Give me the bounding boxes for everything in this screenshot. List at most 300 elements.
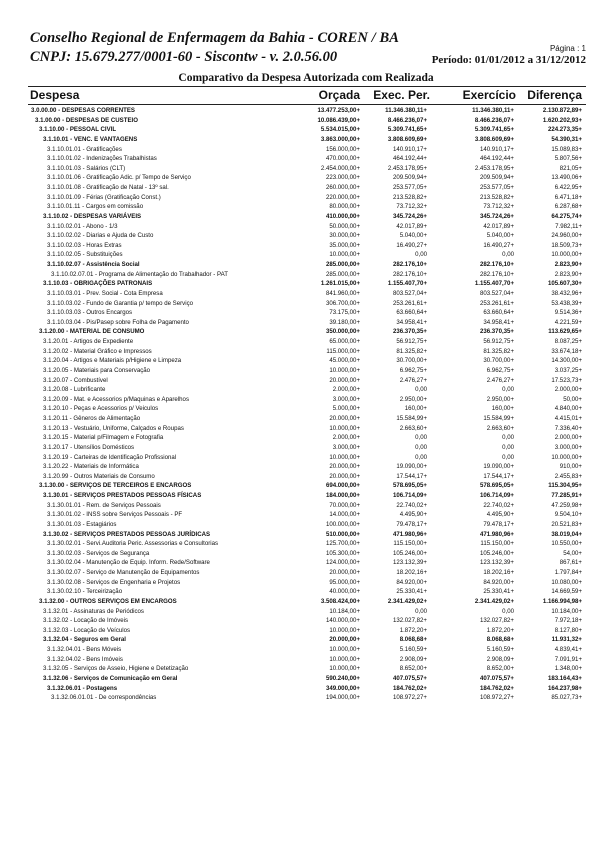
row-diferenca: 54,00+ (563, 549, 582, 557)
row-orcada: 10.000,00+ (329, 626, 360, 634)
row-exec-per: 30.700,00+ (396, 357, 427, 365)
row-exercicio: 0,00 (502, 607, 514, 615)
row-description: 3.1.32.04.01 - Bens Móveis (47, 646, 122, 653)
row-description: 3.0.00.00 - DESPESAS CORRENTES (31, 107, 135, 114)
column-header-exec-per: Exec. Per. (373, 88, 430, 102)
row-diferenca: 105.607,30+ (547, 280, 582, 288)
row-diferenca: 11.931,32+ (551, 636, 582, 644)
row-orcada: 5.000,00+ (332, 405, 360, 413)
row-orcada: 590.240,00+ (325, 674, 360, 682)
table-row (28, 530, 586, 540)
table-row (28, 154, 586, 164)
row-orcada: 95.000,00+ (329, 578, 360, 586)
table-row (28, 655, 586, 665)
organization-name: Conselho Regional de Enfermagem da Bahia - COREN / BA (30, 30, 400, 46)
row-exec-per: 282.176,10+ (392, 261, 427, 268)
row-diferenca: 7.091,91+ (554, 655, 582, 663)
row-description: 3.1.30.02.07 - Serviço de Manutenção de Equipamentos (47, 569, 200, 576)
row-exercicio: 0,00 (502, 386, 514, 394)
row-orcada: 510.000,00+ (325, 530, 360, 538)
row-exercicio: 2.908,09+ (486, 655, 514, 663)
row-description: 3.1.10.02 - DESPESAS VARIÁVEIS (43, 212, 142, 220)
table-row (28, 279, 586, 289)
table-row (28, 568, 586, 578)
table-row (28, 674, 586, 684)
row-exercicio: 34.958,41+ (483, 318, 514, 326)
row-diferenca: 3.000,00+ (554, 443, 582, 451)
table-row (28, 424, 586, 434)
row-description: 3.1.32.02 - Locação de Imóveis (43, 617, 129, 625)
row-exec-per: 0,00 (415, 453, 427, 461)
row-orcada: 841.960,00+ (325, 289, 360, 297)
row-exercicio: 81.325,82+ (483, 347, 514, 355)
row-description: 3.1.32.06 - Serviços de Comunicação em Geral (43, 674, 178, 682)
row-exercicio: 1.155.407,70+ (474, 280, 514, 288)
row-exercicio: 6.962,75+ (486, 366, 514, 374)
row-orcada: 285.000,00+ (325, 261, 360, 268)
row-exec-per: 17.544,17+ (396, 472, 427, 480)
row-description: 3.1.10.01.06 - Gratificação Adic. p/ Tempo de Serviço (47, 174, 191, 182)
row-description: 3.1.30.02.10 - Terceirização (47, 588, 123, 596)
table-row (28, 607, 586, 617)
row-diferenca: 2.130.872,89+ (542, 107, 582, 114)
table-row (28, 347, 586, 357)
row-orcada: 20.000,00+ (329, 472, 360, 480)
table-row (28, 693, 586, 703)
row-diferenca: 10.000,00+ (551, 251, 582, 259)
row-exec-per: 578.695,05+ (392, 482, 427, 490)
table-row (28, 385, 586, 395)
row-exec-per: 5.040,00+ (399, 232, 427, 240)
row-exec-per: 8.466.236,07+ (387, 116, 427, 124)
row-orcada: 1.261.015,00+ (320, 280, 360, 288)
table-header (28, 87, 586, 104)
row-exec-per: 2.341.429,02+ (387, 597, 427, 605)
row-diferenca: 53.438,39+ (551, 299, 582, 307)
row-exercicio: 253.577,05+ (479, 184, 514, 191)
row-diferenca: 47.259,98+ (551, 501, 582, 509)
row-diferenca: 2.823,90+ (554, 261, 582, 268)
header-bottom-rule (28, 104, 586, 105)
row-diferenca: 910,00+ (559, 463, 582, 471)
row-orcada: 10.000,00+ (329, 424, 360, 432)
table-row (28, 116, 586, 126)
row-exercicio: 18.202,16+ (483, 569, 514, 576)
row-diferenca: 38.432,96+ (551, 289, 582, 297)
row-exec-per: 2.663,60+ (399, 424, 427, 432)
row-diferenca: 14.669,59+ (551, 588, 582, 596)
row-description: 3.1.20.05 - Materiais para Conservação (43, 366, 151, 374)
row-diferenca: 20.521,83+ (551, 520, 582, 528)
row-exec-per: 2.453.178,95+ (387, 164, 427, 172)
row-exec-per: 42.017,89+ (396, 222, 427, 230)
row-orcada: 30.000,00+ (329, 232, 360, 240)
row-orcada: 306.700,00+ (325, 299, 360, 307)
row-description: 3.1.10.02.05 - Substituições (47, 251, 123, 259)
table-row (28, 318, 586, 328)
row-diferenca: 1.797,84+ (554, 569, 582, 576)
table-row (28, 193, 586, 203)
table-row (28, 472, 586, 482)
row-diferenca: 2.000,00+ (554, 386, 582, 394)
row-exercicio: 464.192,44+ (479, 155, 514, 163)
row-orcada: 124.000,00+ (325, 559, 360, 567)
row-exercicio: 123.132,39+ (479, 559, 514, 567)
row-description: 3.1.20.10 - Peças e Acessorios p/ Veiculos (43, 405, 159, 413)
row-exercicio: 803.527,04+ (479, 289, 514, 297)
row-diferenca: 77.285,91+ (551, 492, 582, 499)
column-header-orcada: Orçada (318, 88, 360, 102)
row-orcada: 3.000,00+ (332, 395, 360, 403)
row-orcada: 20.000,00+ (329, 569, 360, 576)
row-orcada: 10.000,00+ (329, 251, 360, 259)
row-diferenca: 10.080,00+ (551, 578, 582, 586)
row-orcada: 2.000,00+ (332, 434, 360, 442)
row-orcada: 10.000,00+ (329, 366, 360, 374)
row-exec-per: 184.762,02+ (392, 684, 427, 692)
row-orcada: 10.000,00+ (329, 646, 360, 653)
row-description: 3.1.20.19 - Carteiras de Identificação Profissional (43, 453, 177, 461)
row-description: 3.1.30.01.02 - INSS sobre Serviços Pessoais - PF (47, 511, 183, 519)
row-diferenca: 54.390,31+ (551, 135, 582, 143)
table-row (28, 626, 586, 636)
table-row (28, 491, 586, 501)
table-row (28, 106, 586, 116)
row-exercicio: 15.584,99+ (483, 415, 514, 422)
table-row (28, 433, 586, 443)
table-row (28, 635, 586, 645)
column-header-despesa: Despesa (30, 88, 80, 102)
row-exercicio: 132.027,82+ (479, 617, 514, 625)
table-row (28, 250, 586, 260)
row-exercicio: 108.972,27+ (479, 694, 514, 702)
row-description: 3.1.10.02.01 - Abono - 1/3 (47, 222, 118, 230)
row-exercicio: 5.040,00+ (486, 232, 514, 240)
row-exercicio: 345.724,26+ (479, 212, 514, 220)
row-diferenca: 6.287,68+ (554, 203, 582, 211)
table-row (28, 164, 586, 174)
row-exec-per: 282.176,10+ (392, 270, 427, 278)
row-description: 3.1.10.01.08 - Gratificação de Natal - 13º sal. (47, 184, 169, 191)
row-diferenca: 24.960,00+ (551, 232, 582, 240)
row-exec-per: 407.075,57+ (392, 674, 427, 682)
row-diferenca: 9.504,10+ (554, 511, 582, 519)
row-description: 3.1.30.01.03 - Estagiários (47, 520, 117, 528)
row-exercicio: 253.261,61+ (479, 299, 514, 307)
row-description: 3.1.32.06.01.01 - De correspondências (51, 694, 157, 702)
table-row (28, 308, 586, 318)
row-description: 3.1.00.00 - DESPESAS DE CUSTEIO (35, 116, 138, 124)
row-exec-per: 8.068,68+ (399, 636, 427, 644)
row-exec-per: 2.476,27+ (399, 376, 427, 384)
table-row (28, 125, 586, 135)
row-exercicio: 8.068,68+ (486, 636, 514, 644)
row-diferenca: 10.000,00+ (551, 453, 582, 461)
table-row (28, 173, 586, 183)
row-exec-per: 4.495,90+ (399, 511, 427, 519)
table-row (28, 376, 586, 386)
row-description: 3.1.32.04 - Seguros em Geral (43, 636, 126, 644)
table-row (28, 664, 586, 674)
table-row (28, 645, 586, 655)
row-description: 3.1.30.02.08 - Serviços de Engenharia e Projetos (47, 578, 181, 586)
row-exec-per: 209.509,94+ (392, 174, 427, 182)
row-exec-per: 236.370,35+ (392, 328, 427, 336)
table-row (28, 597, 586, 607)
row-description: 3.1.10.01.01 - Gratificações (47, 145, 122, 153)
row-exec-per: 1.155.407,70+ (387, 280, 427, 288)
row-exec-per: 79.478,17+ (396, 520, 427, 528)
row-diferenca: 17.523,73+ (551, 376, 582, 384)
table-row (28, 481, 586, 491)
table-row (28, 366, 586, 376)
row-exercicio: 56.912,75+ (483, 338, 514, 345)
row-exec-per: 253.577,05+ (392, 184, 427, 191)
row-diferenca: 33.674,18+ (551, 347, 582, 355)
row-description: 3.1.30.00 - SERVIÇOS DE TERCEIROS E ENCARGOS (39, 482, 192, 490)
column-header-exercicio: Exercício (462, 88, 516, 102)
table-row (28, 145, 586, 155)
table-row (28, 299, 586, 309)
row-exercicio: 42.017,89+ (483, 222, 514, 230)
row-description: 3.1.32.00 - OUTROS SERVIÇOS EM ENCARGOS (39, 597, 177, 605)
table-row (28, 501, 586, 511)
row-description: 3.1.20.17 - Utensílios Domésticos (43, 443, 135, 451)
table-row (28, 453, 586, 463)
table-row (28, 337, 586, 347)
row-exercicio: 79.478,17+ (483, 520, 514, 528)
table-row (28, 395, 586, 405)
row-diferenca: 38.019,04+ (551, 530, 582, 538)
row-description: 3.1.30.02.03 - Serviços de Segurança (47, 549, 150, 557)
row-exec-per: 803.527,04+ (392, 289, 427, 297)
table-row (28, 356, 586, 366)
row-orcada: 10.000,00+ (329, 665, 360, 673)
row-diferenca: 1.166.994,98+ (542, 597, 582, 605)
row-exercicio: 106.714,09+ (479, 492, 514, 499)
row-diferenca: 2.000,00+ (554, 434, 582, 442)
row-orcada: 194.000,00+ (325, 694, 360, 702)
row-diferenca: 8.127,80+ (554, 626, 582, 634)
row-orcada: 349.000,00+ (325, 684, 360, 692)
table-row (28, 539, 586, 549)
row-exercicio: 282.176,10+ (479, 261, 514, 268)
row-description: 3.1.20.00 - MATERIAL DE CONSUMO (39, 328, 145, 336)
row-exec-per: 106.714,09+ (392, 492, 427, 499)
row-exercicio: 2.341.429,02+ (474, 597, 514, 605)
row-orcada: 20.000,00+ (329, 636, 360, 644)
row-description: 3.1.10.02.03 - Horas Extras (47, 241, 122, 249)
row-exec-per: 132.027,82+ (392, 617, 427, 625)
row-description: 3.1.20.02 - Material Gráfico e Impressos (43, 347, 152, 355)
row-exec-per: 345.724,26+ (392, 212, 427, 220)
row-exec-per: 0,00 (415, 434, 427, 442)
row-exercicio: 16.490,27+ (483, 241, 514, 249)
row-description: 3.1.10.02.07.01 - Programa de Alimentação do Trabalhador - PAT (51, 270, 228, 278)
row-diferenca: 113.629,65+ (548, 328, 582, 336)
row-orcada: 156.000,00+ (325, 145, 360, 153)
row-orcada: 184.000,00+ (325, 492, 360, 499)
row-orcada: 3.508.424,00+ (320, 597, 360, 605)
row-description: 3.1.10.01.03 - Salários (CLT) (47, 164, 126, 172)
row-exec-per: 3.808.609,69+ (387, 135, 427, 143)
row-exercicio: 184.762,02+ (479, 684, 514, 692)
table-row (28, 520, 586, 530)
row-description: 3.1.20.99 - Outros Materiais de Consumo (43, 472, 155, 480)
row-orcada: 20.000,00+ (329, 376, 360, 384)
row-exec-per: 0,00 (415, 251, 427, 259)
row-description: 3.1.10.00 - PESSOAL CIVIL (39, 126, 117, 134)
row-description: 3.1.32.03 - Locação de Veículos (43, 626, 131, 634)
row-exercicio: 140.910,17+ (479, 145, 514, 153)
row-diferenca: 9.514,36+ (554, 309, 582, 317)
row-exec-per: 81.325,82+ (396, 347, 427, 355)
row-diferenca: 7.982,11+ (555, 222, 582, 230)
row-description: 3.1.20.22 - Materiais de Informática (43, 463, 139, 471)
row-exec-per: 63.660,64+ (396, 309, 427, 317)
table-row (28, 231, 586, 241)
row-orcada: 3.863.000,00+ (320, 135, 360, 143)
row-orcada: 260.000,00+ (325, 184, 360, 191)
row-exec-per: 15.584,99+ (396, 415, 427, 422)
expense-table-body (28, 106, 586, 703)
row-exec-per: 471.980,96+ (392, 530, 427, 538)
row-exercicio: 5.309.741,65+ (474, 126, 514, 134)
row-orcada: 20.000,00+ (329, 415, 360, 422)
row-diferenca: 85.027,73+ (551, 694, 582, 702)
row-exercicio: 471.980,96+ (479, 530, 514, 538)
row-diferenca: 15.089,83+ (551, 145, 582, 153)
row-exercicio: 105.246,00+ (479, 549, 514, 557)
row-exec-per: 5.309.741,65+ (387, 126, 427, 134)
row-exercicio: 5.160,59+ (486, 646, 514, 653)
row-exercicio: 25.330,41+ (483, 588, 514, 596)
table-row (28, 241, 586, 251)
row-exercicio: 115.150,00+ (480, 540, 514, 548)
row-description: 3.1.10.01 - VENC. E VANTAGENS (43, 135, 138, 143)
table-row (28, 587, 586, 597)
row-description: 3.1.32.05 - Serviços de Asseio, Higiene e Detetização (43, 665, 189, 673)
row-description: 3.1.10.02.02 - Diarias e Ajuda de Custo (47, 232, 154, 240)
row-diferenca: 5.807,56+ (554, 155, 582, 163)
row-diferenca: 4.840,00+ (554, 405, 582, 413)
row-diferenca: 4.415,01+ (554, 415, 582, 422)
report-title: Comparativo da Despesa Autorizada com Realizada (178, 72, 434, 84)
row-exercicio: 2.663,60+ (486, 424, 514, 432)
row-exercicio: 2.453.178,95+ (474, 164, 514, 172)
row-description: 3.1.30.02.01 - Servi.Auditoria Peric. Assessorias e Consultorias (47, 540, 219, 548)
row-description: 3.1.32.06.01 - Postagens (47, 684, 118, 692)
row-exec-per: 25.330,41+ (396, 588, 427, 596)
row-exec-per: 253.261,61+ (392, 299, 427, 307)
row-description: 3.1.30.01.01 - Rem. de Serviços Pessoais (47, 501, 161, 509)
row-exec-per: 6.962,75+ (399, 366, 427, 374)
row-diferenca: 6.471,18+ (554, 193, 582, 201)
row-orcada: 223.000,00+ (325, 174, 360, 182)
row-exercicio: 8.466.236,07+ (474, 116, 514, 124)
row-exercicio: 209.509,94+ (479, 174, 514, 182)
row-description: 3.1.30.02 - SERVIÇOS PRESTADOS PESSOAS JURÍDICAS (43, 530, 211, 538)
row-exercicio: 8.652,00+ (486, 665, 514, 673)
row-orcada: 65.000,00+ (329, 338, 360, 345)
row-exercicio: 0,00 (502, 251, 514, 259)
row-exec-per: 2.950,00+ (399, 395, 427, 403)
table-row (28, 558, 586, 568)
row-exercicio: 0,00 (502, 453, 514, 461)
table-row (28, 270, 586, 280)
row-exec-per: 105.246,00+ (392, 549, 427, 557)
row-exec-per: 0,00 (415, 386, 427, 394)
table-row (28, 549, 586, 559)
row-description: 3.1.32.04.02 - Bens Imóveis (47, 655, 123, 663)
row-diferenca: 13.490,06+ (551, 174, 582, 182)
row-diferenca: 1.348,00+ (554, 665, 582, 673)
table-row (28, 212, 586, 222)
row-description: 3.1.20.08 - Lubrificante (43, 386, 106, 394)
row-exec-per: 160,00+ (404, 405, 427, 413)
row-exercicio: 1.872,20+ (486, 626, 514, 634)
row-description: 3.1.20.13 - Vestuário, Uniforme, Calçados e Roupas (43, 424, 184, 432)
row-exercicio: 17.544,17+ (483, 472, 514, 480)
row-orcada: 20.000,00+ (329, 463, 360, 471)
row-diferenca: 183.164,43+ (547, 674, 582, 682)
page-number: Página : 1 (549, 44, 586, 53)
row-exercicio: 63.660,64+ (483, 309, 514, 317)
row-diferenca: 14.300,00+ (551, 357, 582, 365)
row-description: 3.1.20.07 - Combustível (43, 376, 108, 384)
row-exec-per: 56.912,75+ (396, 338, 427, 345)
row-diferenca: 224.273,35+ (547, 126, 582, 134)
row-description: 3.1.20.01 - Artigos de Expediente (43, 338, 134, 345)
row-description: 3.1.10.01.02 - Indenizações Trabalhistas (47, 155, 157, 163)
row-exercicio: 22.740,02+ (483, 501, 514, 509)
row-exercicio: 282.176,10+ (479, 270, 514, 278)
row-description: 3.1.20.15 - Material p/Filmagem e Fotografia (43, 434, 164, 442)
row-orcada: 70.000,00+ (329, 501, 360, 509)
row-exec-per: 18.202,16+ (396, 569, 427, 576)
row-exercicio: 3.808.609,69+ (474, 135, 514, 143)
row-exec-per: 5.160,59+ (399, 646, 427, 653)
row-exercicio: 160,00+ (491, 405, 514, 413)
row-diferenca: 6.422,95+ (554, 184, 582, 191)
table-row (28, 289, 586, 299)
row-description: 3.1.10.03 - OBRIGAÇÕES PATRONAIS (43, 280, 153, 288)
row-description: 3.1.10.01.11 - Cargos em comissão (47, 203, 144, 211)
row-description: 3.1.20.09 - Mat. e Acessorios p/Maquinas e Aparelhos (43, 395, 189, 403)
row-exercicio: 30.700,00+ (483, 357, 514, 365)
table-row (28, 414, 586, 424)
row-orcada: 140.000,00+ (325, 617, 360, 625)
row-diferenca: 7.972,18+ (554, 617, 582, 625)
row-orcada: 10.086.439,00+ (317, 116, 360, 124)
row-orcada: 10.000,00+ (329, 453, 360, 461)
row-orcada: 410.000,00+ (325, 212, 360, 220)
table-row (28, 222, 586, 232)
row-diferenca: 4.221,59+ (554, 318, 582, 326)
row-orcada: 285.000,00+ (325, 270, 360, 278)
row-diferenca: 50,00+ (563, 395, 582, 403)
row-diferenca: 4.839,41+ (554, 646, 582, 653)
row-description: 3.1.20.04 - Artigos e Materiais p/Higiene e Limpeza (43, 357, 182, 365)
row-exec-per: 115.150,00+ (393, 540, 427, 548)
row-description: 3.1.10.03.03 - Outros Encargos (47, 309, 133, 317)
row-exercicio: 578.695,05+ (479, 482, 514, 490)
row-diferenca: 64.275,74+ (551, 212, 582, 220)
row-exercicio: 19.090,00+ (483, 463, 514, 471)
row-exercicio: 2.950,00+ (486, 395, 514, 403)
row-description: 3.1.10.03.01 - Prev. Social - Cota Empresa (47, 289, 163, 297)
row-exec-per: 16.490,27+ (396, 241, 427, 249)
